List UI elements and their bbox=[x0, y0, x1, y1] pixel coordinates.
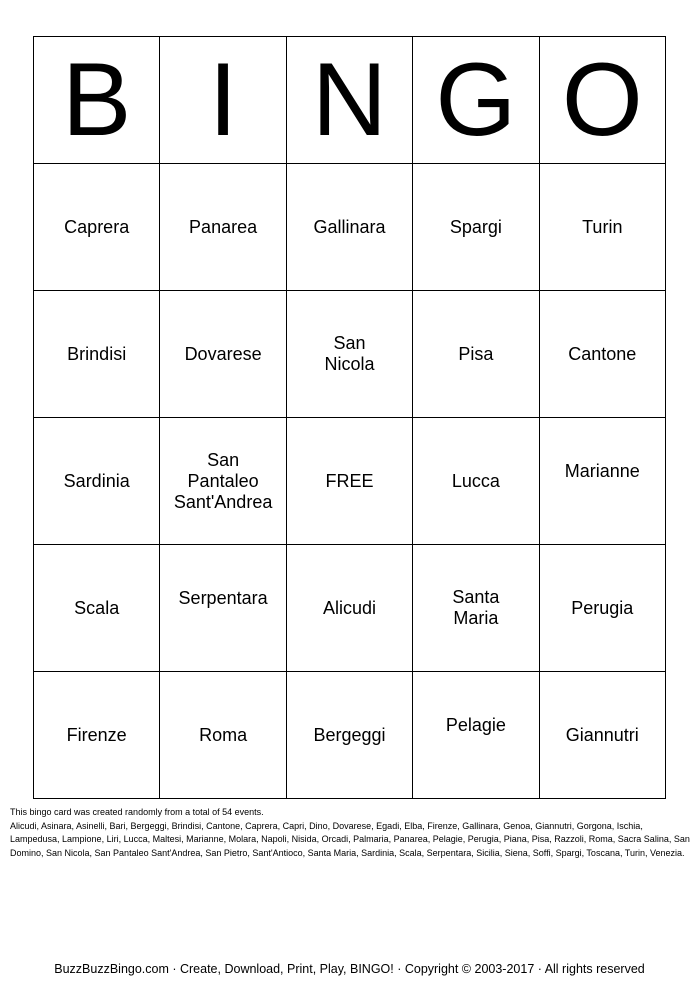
cell-text: Serpentara bbox=[178, 587, 268, 608]
header-letter-i: I bbox=[160, 37, 286, 164]
card-cell bbox=[34, 545, 160, 672]
card-cell bbox=[539, 672, 665, 799]
cell-text: Turin bbox=[582, 216, 623, 237]
cell-text: Brindisi bbox=[67, 343, 127, 364]
card-cell bbox=[160, 672, 286, 799]
card-cell bbox=[539, 418, 665, 545]
cell-text: Lucca bbox=[451, 470, 500, 491]
cell-text: Spargi bbox=[449, 216, 502, 237]
cell-text: Firenze bbox=[66, 724, 127, 745]
cell-text: San Nicola bbox=[324, 333, 375, 374]
cell-text: Caprera bbox=[64, 216, 130, 237]
card-cell bbox=[539, 545, 665, 672]
card-cell bbox=[160, 164, 286, 291]
cell-text: Scala bbox=[74, 597, 120, 618]
header-row bbox=[34, 37, 666, 164]
cell-text: Dovarese bbox=[184, 343, 262, 364]
cell-text: San Pantaleo Sant'Andrea bbox=[173, 449, 273, 512]
notes-intro: This bingo card was created randomly from a total of 54 events. bbox=[10, 807, 264, 817]
cell-text: Panarea bbox=[189, 216, 258, 237]
card-cell bbox=[286, 291, 412, 418]
cell-text: Alicudi bbox=[322, 597, 376, 618]
cell-text: Santa Maria bbox=[452, 587, 500, 628]
bingo-card bbox=[33, 36, 666, 799]
card-cell bbox=[286, 672, 412, 799]
card-cell bbox=[413, 291, 539, 418]
footer-copyright: BuzzBuzzBingo.com · Create, Download, Print, Play, BINGO! · Copyright © 2003-2017 · All rights reserved bbox=[54, 962, 645, 976]
header-letter-n: N bbox=[286, 37, 412, 164]
cell-text: Bergeggi bbox=[313, 724, 386, 745]
cell-text: Sardinia bbox=[63, 470, 130, 491]
cell-text: Roma bbox=[199, 724, 248, 745]
card-cell bbox=[286, 545, 412, 672]
card-cell bbox=[539, 291, 665, 418]
free-space-cell bbox=[286, 418, 412, 545]
card-row bbox=[34, 291, 666, 418]
card-cell bbox=[34, 291, 160, 418]
card-cell bbox=[413, 418, 539, 545]
card-row bbox=[34, 672, 666, 799]
card-notes bbox=[10, 806, 690, 860]
cell-text: Gallinara bbox=[313, 216, 386, 237]
card-cell bbox=[413, 672, 539, 799]
card-cell bbox=[160, 291, 286, 418]
card-row bbox=[34, 418, 666, 545]
card-cell bbox=[34, 672, 160, 799]
card-cell bbox=[34, 164, 160, 291]
cell-text: Giannutri bbox=[565, 724, 639, 745]
card-cell bbox=[286, 164, 412, 291]
cell-text: Perugia bbox=[571, 597, 634, 618]
card-row bbox=[34, 164, 666, 291]
header-letter-g: G bbox=[413, 37, 539, 164]
header-letter-b: B bbox=[34, 37, 160, 164]
card-cell bbox=[160, 545, 286, 672]
cell-text: Cantone bbox=[568, 343, 637, 364]
cell-text: Pelagie bbox=[445, 714, 506, 735]
card-cell bbox=[413, 164, 539, 291]
card-cell bbox=[539, 164, 665, 291]
cell-text: Pisa bbox=[458, 343, 494, 364]
card-cell bbox=[160, 418, 286, 545]
header-letter-o: O bbox=[539, 37, 665, 164]
cell-text: Marianne bbox=[564, 460, 640, 481]
notes-event-list: Alicudi, Asinara, Asinelli, Bari, Bergeggi, Brindisi, Cantone, Caprera, Capri, Dino, Dovarese, Egadi, Elba, Firenze, Gallinara, Genoa, Giannutri, Gorgona, Ischia, Lampedusa, Lampione, Liri, Lucca, Maltesi, Marianne, Molara, Napoli, Nisida, Orcadi, Palmaria, Panarea, Pelagie, Perugia, Piana, Pisa, Razzoli, Roma, Sacra Salina, San Domino, San Nicola, San Pantaleo Sant'Andrea, San Pietro, Sant'Antioco, Santa Maria, Sardinia, Scala, Serpentara, Sicilia, Siena, Soffi, Spargi, Toscana, Turin, Venezia. bbox=[10, 820, 690, 858]
cell-text: FREE bbox=[325, 470, 374, 491]
card-cell bbox=[34, 418, 160, 545]
card-row bbox=[34, 545, 666, 672]
card-cell bbox=[413, 545, 539, 672]
